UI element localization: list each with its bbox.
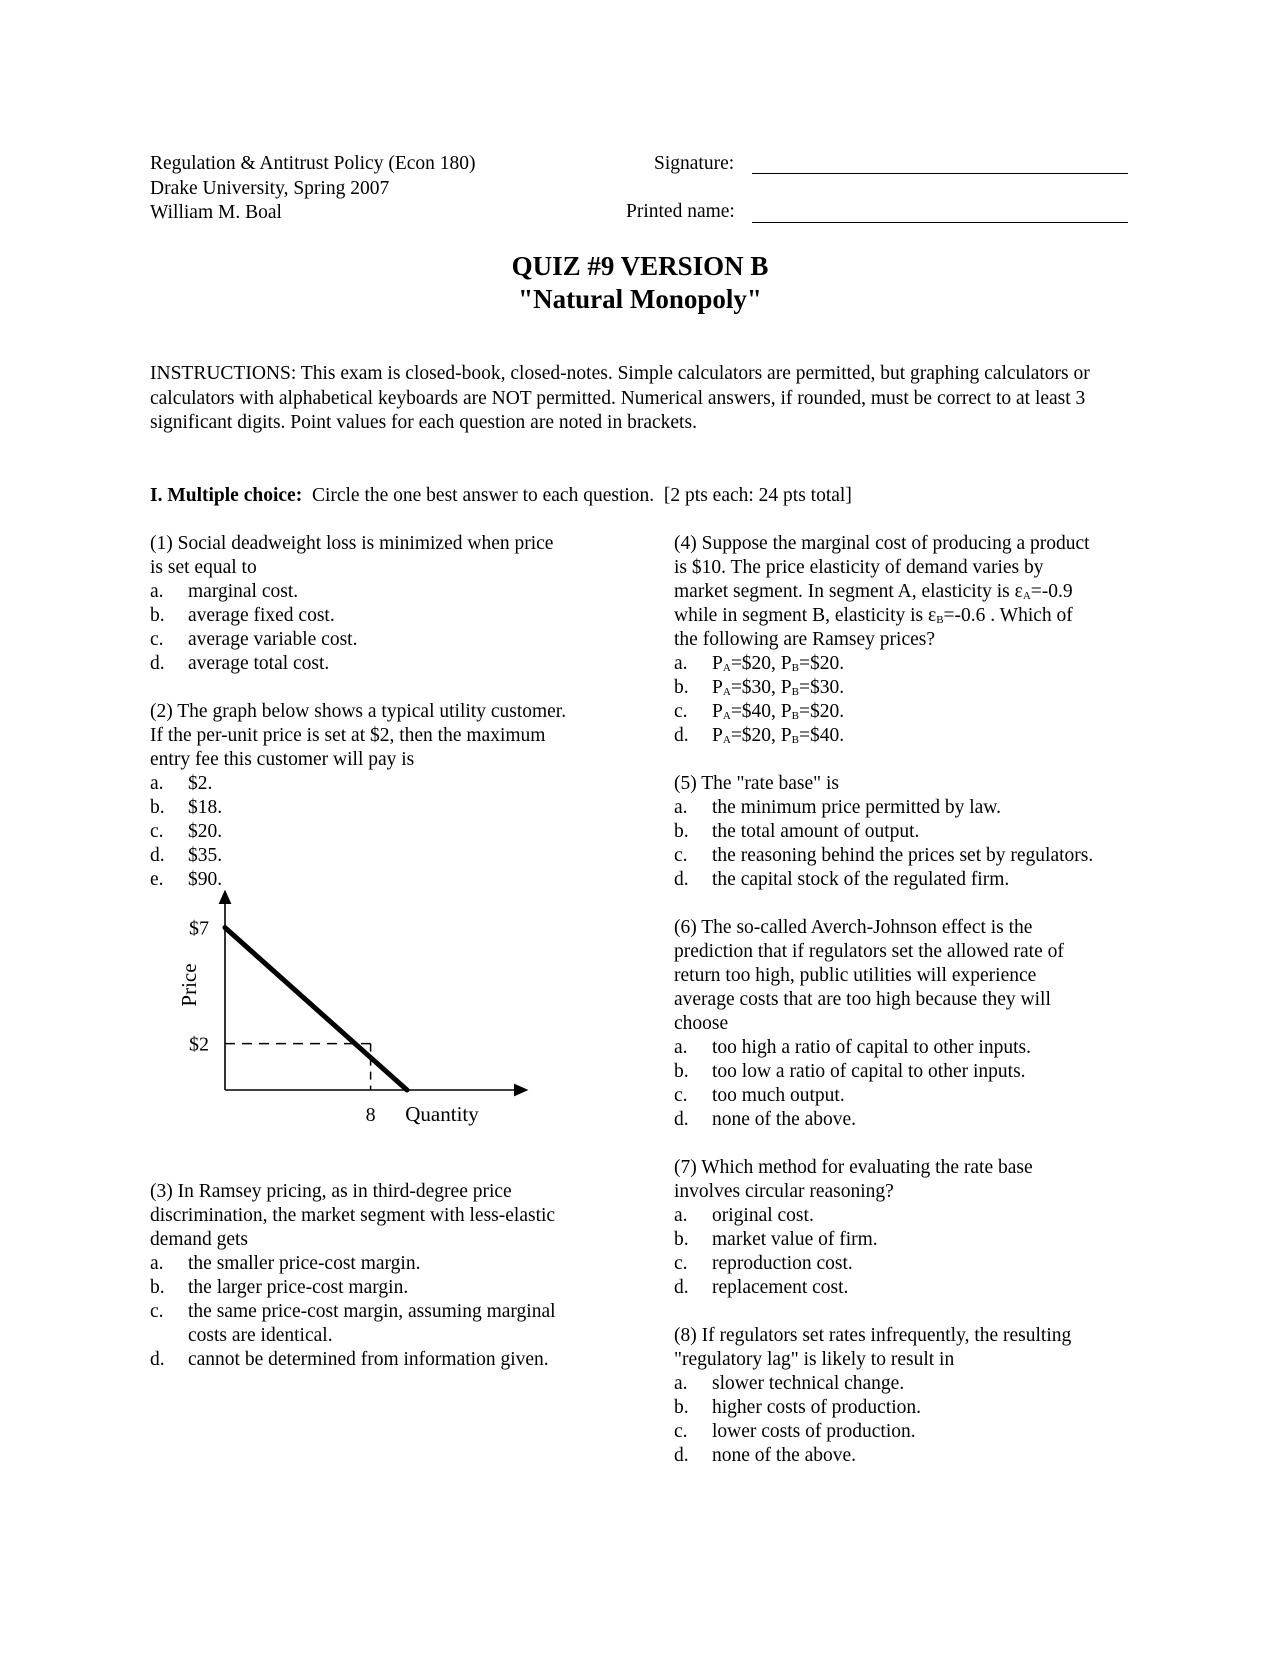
answer-option[interactable] xyxy=(674,652,1134,676)
option-letter: b. xyxy=(674,1229,689,1250)
option-letter: c. xyxy=(150,821,164,842)
subscript: A xyxy=(722,710,731,722)
section-heading xyxy=(150,484,852,508)
university-term: Drake University, Spring 2007 xyxy=(150,177,390,199)
option-letter: a. xyxy=(150,581,164,602)
stem-line xyxy=(674,580,1134,604)
answer-option[interactable] xyxy=(674,1252,1134,1276)
option-text: too high a ratio of capital to other inputs. xyxy=(712,1037,1031,1058)
option-text: =$20, P xyxy=(730,653,792,674)
option-letter: d. xyxy=(150,653,165,674)
option-letter: a. xyxy=(150,773,164,794)
option-letter: d. xyxy=(674,1109,689,1130)
answer-option[interactable] xyxy=(150,1252,620,1276)
answer-option[interactable] xyxy=(674,868,1154,892)
answer-option[interactable] xyxy=(674,1060,1134,1084)
stem-text: while in segment B, elasticity is ε xyxy=(674,605,937,626)
price-symbol: P xyxy=(712,677,723,698)
option-letter: a. xyxy=(674,1205,688,1226)
subscript: A xyxy=(722,686,731,698)
option-text: replacement cost. xyxy=(712,1277,849,1298)
option-letter: c. xyxy=(674,701,688,722)
option-letter: a. xyxy=(150,1253,164,1274)
option-letter: a. xyxy=(674,1037,688,1058)
section-instructions: Circle the one best answer to each question. [2 pts each: 24 pts total] xyxy=(302,485,852,506)
option-letter: b. xyxy=(674,1061,689,1082)
question-7 xyxy=(674,1156,1134,1300)
subscript: B xyxy=(791,686,799,698)
answer-option[interactable] xyxy=(674,1276,1134,1300)
option-letter: a. xyxy=(674,797,688,818)
demand-curve xyxy=(225,928,407,1090)
answer-option[interactable] xyxy=(150,796,630,820)
answer-option[interactable] xyxy=(150,628,610,652)
option-text: the total amount of output. xyxy=(712,821,920,842)
answer-option[interactable] xyxy=(150,1276,620,1300)
price-symbol: P xyxy=(712,653,723,674)
answer-option[interactable] xyxy=(674,820,1154,844)
price-symbol: P xyxy=(712,701,723,722)
answer-option[interactable] xyxy=(674,700,1134,724)
question-5 xyxy=(674,772,1154,892)
subscript: B xyxy=(791,734,799,746)
option-text: $18. xyxy=(188,797,223,818)
question-stem: (5) The "rate base" is xyxy=(674,773,839,794)
price-symbol: P xyxy=(712,725,723,746)
course-header xyxy=(150,152,476,226)
option-text: the capital stock of the regulated firm. xyxy=(712,869,1010,890)
option-letter: c. xyxy=(674,1253,688,1274)
answer-option[interactable] xyxy=(674,1444,1134,1468)
option-text: the larger price-cost margin. xyxy=(188,1277,409,1298)
y-axis-label: Price xyxy=(177,963,201,1007)
signature-label: Signature: xyxy=(654,153,735,174)
option-text: too low a ratio of capital to other inputs. xyxy=(712,1061,1026,1082)
option-text: average fixed cost. xyxy=(188,605,335,626)
stem-text: =-0.6 . Which of xyxy=(943,605,1073,626)
answer-option[interactable] xyxy=(674,1420,1134,1444)
answer-option[interactable] xyxy=(150,604,610,628)
answer-option[interactable] xyxy=(674,796,1154,820)
option-letter: d. xyxy=(674,1277,689,1298)
option-text: $90. xyxy=(188,869,223,890)
option-text: =$20. xyxy=(799,653,845,674)
subscript: A xyxy=(722,662,731,674)
stem-line xyxy=(674,604,1134,628)
option-letter: b. xyxy=(150,1277,165,1298)
option-text: =$40. xyxy=(799,725,845,746)
option-text: =$20. xyxy=(799,701,845,722)
x-tick-label: 8 xyxy=(365,1104,376,1126)
option-letter: a. xyxy=(674,653,688,674)
question-stem: (7) Which method for evaluating the rate base involves circular reasoning? xyxy=(674,1157,1033,1202)
option-text: too much output. xyxy=(712,1085,845,1106)
option-text: market value of firm. xyxy=(712,1229,878,1250)
option-letter: b. xyxy=(150,797,165,818)
question-2 xyxy=(150,700,630,892)
section-title: I. Multiple choice: xyxy=(150,485,303,506)
option-text: the smaller price-cost margin. xyxy=(188,1253,421,1274)
answer-option[interactable] xyxy=(150,580,610,604)
stem-line: the following are Ramsey prices? xyxy=(674,629,935,650)
signature-line[interactable] xyxy=(752,173,1128,174)
subscript: B xyxy=(791,662,799,674)
option-text: reproduction cost. xyxy=(712,1253,853,1274)
option-letter: d. xyxy=(674,869,689,890)
quiz-subtitle: "Natural Monopoly" xyxy=(518,284,762,314)
option-text: $35. xyxy=(188,845,223,866)
answer-option[interactable] xyxy=(150,868,630,892)
stem-line: (4) Suppose the marginal cost of producing a product xyxy=(674,533,1090,554)
option-text: =$30, P xyxy=(730,677,792,698)
option-letter: c. xyxy=(674,1421,688,1442)
option-letter: b. xyxy=(150,605,165,626)
question-8 xyxy=(674,1324,1134,1468)
answer-option[interactable] xyxy=(674,1204,1134,1228)
y-tick-label: $7 xyxy=(189,917,209,940)
option-text: average total cost. xyxy=(188,653,330,674)
answer-option[interactable] xyxy=(674,844,1154,868)
option-letter: c. xyxy=(150,1301,164,1322)
stem-line: is $10. The price elasticity of demand varies by xyxy=(674,557,1044,578)
option-letter: e. xyxy=(150,869,164,890)
option-text: marginal cost. xyxy=(188,581,299,602)
subscript: A xyxy=(1022,590,1031,602)
option-letter: b. xyxy=(674,821,689,842)
option-text: higher costs of production. xyxy=(712,1397,922,1418)
y-tick-label: $2 xyxy=(189,1033,209,1056)
answer-option[interactable] xyxy=(674,676,1134,700)
option-text: =$20, P xyxy=(730,725,792,746)
option-text: lower costs of production. xyxy=(712,1421,916,1442)
question-6 xyxy=(674,916,1134,1132)
option-text: =$30. xyxy=(799,677,845,698)
answer-option[interactable] xyxy=(674,1084,1134,1108)
option-letter: d. xyxy=(150,845,165,866)
question-1 xyxy=(150,532,610,676)
option-text: slower technical change. xyxy=(712,1373,905,1394)
answer-option[interactable] xyxy=(150,772,630,796)
subscript: A xyxy=(722,734,731,746)
quiz-title: QUIZ #9 VERSION B xyxy=(511,251,769,281)
option-letter: d. xyxy=(150,1349,165,1370)
question-stem: (8) If regulators set rates infrequently, the resulting "regulatory lag" is likely to result in xyxy=(674,1325,1072,1370)
answer-option[interactable] xyxy=(150,1300,620,1348)
question-stem: (2) The graph below shows a typical utility customer. If the per-unit price is set at $2, then the maximum entry fee this customer will pay is xyxy=(150,701,567,770)
option-text: the minimum price permitted by law. xyxy=(712,797,1001,818)
subscript: B xyxy=(791,710,799,722)
option-text: none of the above. xyxy=(712,1109,857,1130)
option-text: the same price-cost margin, assuming marginal costs are identical. xyxy=(188,1301,556,1346)
answer-option[interactable] xyxy=(674,1108,1134,1132)
answer-option[interactable] xyxy=(150,1348,620,1372)
subscript: B xyxy=(936,614,944,626)
answer-option[interactable] xyxy=(674,1396,1134,1420)
option-text: original cost. xyxy=(712,1205,814,1226)
question-4 xyxy=(674,532,1134,748)
answer-option[interactable] xyxy=(150,820,630,844)
option-text: $20. xyxy=(188,821,223,842)
printed-name-label: Printed name: xyxy=(626,201,735,222)
printed-name-line[interactable] xyxy=(752,222,1128,223)
option-letter: d. xyxy=(674,725,689,746)
stem-text: market segment. In segment A, elasticity is ε xyxy=(674,581,1023,602)
option-letter: b. xyxy=(674,1397,689,1418)
option-letter: c. xyxy=(674,1085,688,1106)
option-text: the reasoning behind the prices set by regulators. xyxy=(712,845,1094,866)
instructions: INSTRUCTIONS: This exam is closed-book, closed-notes. Simple calculators are permitted, but graphing calculators or calculators with alphabetical keyboards are NOT permitted. Numerical answers, if rounded, must be correct to at least 3 significant digits. Point values for each question are noted in brackets. xyxy=(150,363,1090,433)
answer-option[interactable] xyxy=(674,1228,1134,1252)
question-stem: (6) The so-called Averch-Johnson effect is the prediction that if regulators set the allowed rate of return too high, public utilities will experience average costs that are too high because they will choose xyxy=(674,917,1064,1034)
question-3 xyxy=(150,1180,620,1372)
option-text: =$40, P xyxy=(730,701,792,722)
course-name: Regulation & Antitrust Policy (Econ 180) xyxy=(150,153,476,174)
answer-option[interactable] xyxy=(674,1372,1134,1396)
answer-option[interactable] xyxy=(674,1036,1134,1060)
option-letter: c. xyxy=(674,845,688,866)
stem-text: =-0.9 xyxy=(1030,581,1073,602)
x-axis-label: Quantity xyxy=(405,1102,479,1126)
answer-option[interactable] xyxy=(674,724,1134,748)
question-stem: (1) Social deadweight loss is minimized when price is set equal to xyxy=(150,533,554,578)
question-stem xyxy=(674,532,1134,652)
option-text: cannot be determined from information given. xyxy=(188,1349,549,1370)
answer-option[interactable] xyxy=(150,844,630,868)
answer-option[interactable] xyxy=(150,652,610,676)
option-text: average variable cost. xyxy=(188,629,358,650)
option-letter: d. xyxy=(674,1445,689,1466)
option-letter: b. xyxy=(674,677,689,698)
option-letter: a. xyxy=(674,1373,688,1394)
option-letter: c. xyxy=(150,629,164,650)
option-text: $2. xyxy=(188,773,213,794)
demand-graph xyxy=(170,890,530,1140)
question-stem: (3) In Ramsey pricing, as in third-degree price discrimination, the market segment with less-elastic demand gets xyxy=(150,1181,556,1250)
instructor-name: William M. Boal xyxy=(150,202,282,223)
option-text: none of the above. xyxy=(712,1445,857,1466)
